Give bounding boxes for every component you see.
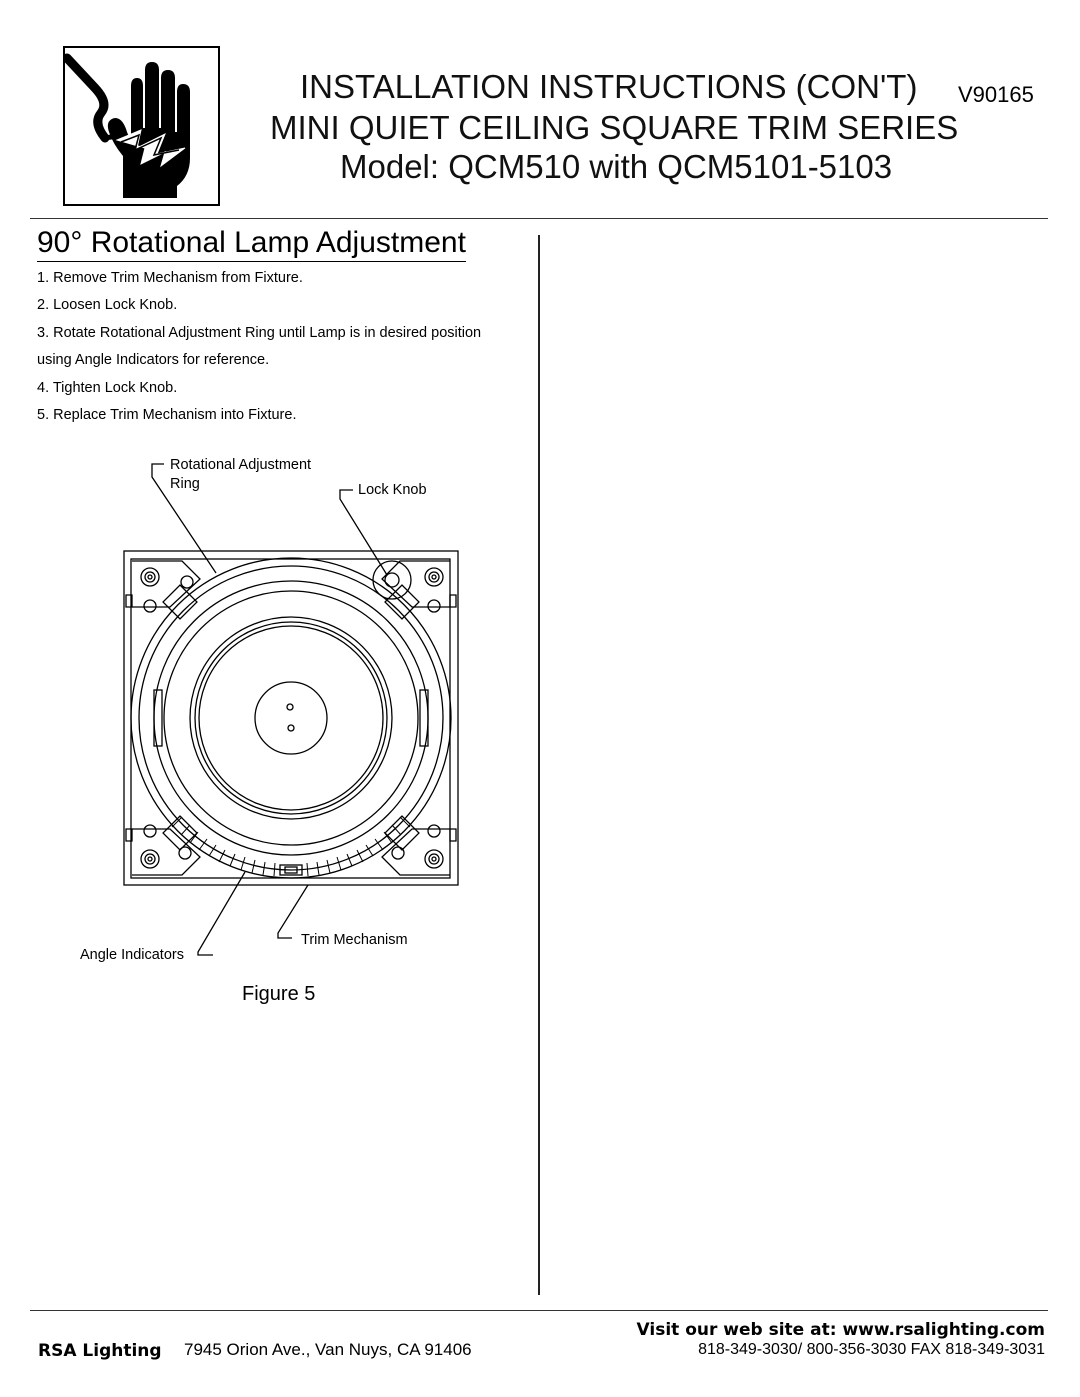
step-2: 2. Loosen Lock Knob. — [37, 297, 178, 313]
version-code: V90165 — [958, 82, 1034, 107]
contact-phone: 818-349-3030/ 800-356-3030 FAX 818-349-3031 — [698, 1341, 1045, 1358]
website-link[interactable]: Visit our web site at: www.rsalighting.com — [636, 1320, 1045, 1340]
callout-rotational-ring-line2: Ring — [170, 476, 200, 492]
column-divider — [538, 235, 540, 1295]
step-3: 3. Rotate Rotational Adjustment Ring until Lamp is in desired position — [37, 325, 482, 341]
electrical-shock-hazard-icon — [65, 48, 218, 204]
trim-mechanism-diagram — [70, 455, 530, 975]
product-series-title: MINI QUIET CEILING SQUARE TRIM SERIES — [270, 109, 959, 146]
step-4: 4. Tighten Lock Knob. — [37, 380, 178, 396]
step-5: 5. Replace Trim Mechanism into Fixture. — [37, 407, 297, 423]
footer-divider — [30, 1310, 1048, 1311]
header-divider — [30, 218, 1048, 219]
document-title: INSTALLATION INSTRUCTIONS (CON'T) — [300, 68, 918, 105]
figure-caption: Figure 5 — [242, 983, 316, 1005]
section-title: 90° Rotational Lamp Adjustment — [37, 226, 466, 262]
electrical-hazard-warning-box — [63, 46, 220, 206]
callout-angle-indicators: Angle Indicators — [80, 947, 184, 963]
company-name: RSA Lighting — [38, 1341, 162, 1361]
company-address: 7945 Orion Ave., Van Nuys, CA 91406 — [184, 1340, 472, 1359]
callout-lock-knob: Lock Knob — [358, 482, 427, 498]
model-title: Model: QCM510 with QCM5101-5103 — [340, 148, 893, 185]
callout-trim-mechanism: Trim Mechanism — [301, 932, 408, 948]
step-1: 1. Remove Trim Mechanism from Fixture. — [37, 270, 303, 286]
step-3-continued: using Angle Indicators for reference. — [37, 352, 270, 368]
callout-rotational-ring: Rotational Adjustment — [170, 457, 312, 473]
